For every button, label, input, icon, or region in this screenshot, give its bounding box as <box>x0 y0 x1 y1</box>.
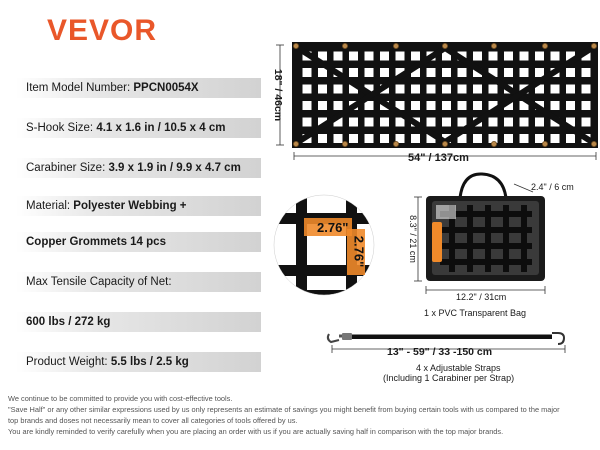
grid-spacing-vertical: 2.76" <box>351 235 367 268</box>
spec-carabiner: Carabiner Size: 3.9 x 1.9 in / 9.9 x 4.7 cm <box>26 162 241 174</box>
net-height-label: 18" / 46cm <box>272 68 284 122</box>
spec-shook: S-Hook Size: 4.1 x 1.6 in / 10.5 x 4 cm <box>26 122 226 134</box>
disclaimer-line: You are kindly reminded to verify carefully when you are placing an order with us if you are actually saving half in comparison with the top major brands. <box>8 427 504 436</box>
bag-caption: 1 x PVC Transparent Bag <box>424 308 527 318</box>
spec-grommets: Copper Grommets 14 pcs <box>26 236 166 248</box>
bag-height-label: 8.3" / 21 cm <box>408 215 418 263</box>
disclaimer-line: We continue to be committed to provide you with cost-effective tools. <box>8 394 233 403</box>
strap-length-label: 13" - 59" / 33 -150 cm <box>387 346 493 358</box>
disclaimer <box>8 393 598 437</box>
grid-spacing-horizontal: 2.76" <box>317 220 349 235</box>
spec-model: Item Model Number: PPCN0054X <box>26 82 199 94</box>
strap-caption-line1: 4 x Adjustable Straps <box>416 363 501 373</box>
disclaimer-line: "Save Half" or any other similar expressions used by us only represents an estimate of savings you might benefit from buying certain tools with us compared to the major <box>8 405 560 414</box>
bag-depth-label: 2.4" / 6 cm <box>531 182 574 192</box>
spec-material: Material: Polyester Webbing + <box>26 200 187 212</box>
spec-capacity-value: 600 lbs / 272 kg <box>26 316 111 328</box>
bag-width-label: 12.2" / 31cm <box>456 292 507 302</box>
brand-logo: VEVOR <box>47 14 158 47</box>
disclaimer-line: top brands and doses not necessarily mean to cover all categories of tools offered by us. <box>8 416 298 425</box>
strap-caption-line2: (Including 1 Carabiner per Strap) <box>383 373 515 383</box>
spec-capacity-label: Max Tensile Capacity of Net: <box>26 276 172 288</box>
spec-weight: Product Weight: 5.5 lbs / 2.5 kg <box>26 356 189 368</box>
net-width-label: 54" / 137cm <box>408 152 469 164</box>
